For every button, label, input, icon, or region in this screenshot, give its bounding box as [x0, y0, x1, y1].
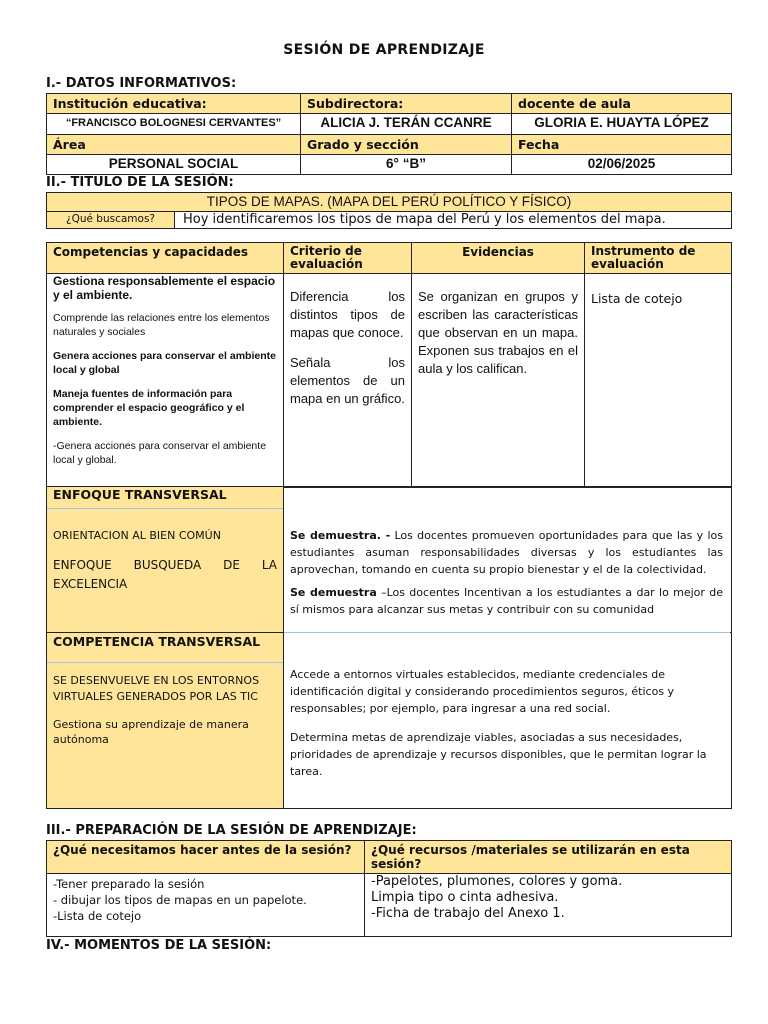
instrument-header: Instrumento de evaluación — [585, 243, 732, 274]
enfoque-desc-1-label: Se demuestra. - — [290, 529, 391, 542]
enfoque-desc-2-label: Se demuestra — [290, 586, 377, 599]
area-header: Área — [47, 135, 301, 155]
grade-header: Grado y sección — [301, 135, 512, 155]
evidence-header: Evidencias — [412, 243, 585, 274]
enfoque-item-1: ORIENTACION AL BIEN COMÚN — [53, 529, 221, 542]
subdirector-header: Subdirectora: — [301, 94, 512, 114]
enfoque-item-2: ENFOQUE BUSQUEDA DE LA EXCELENCIA — [53, 558, 277, 591]
before-item-3: -Lista de cotejo — [53, 909, 142, 923]
criterion-2: Señala los elementos de un mapa en un gráfico. — [290, 355, 405, 406]
competencies-header: Competencias y capacidades — [47, 243, 284, 274]
divider-line — [284, 632, 730, 633]
enfoque-desc-1: Los docentes promueven oportunidades para que las y los estudiantes asuman responsabilidades diversas y los estudiantes las aprovechan, tomando en cuenta su propio bienestar y el de la colectividad. — [290, 529, 723, 576]
subdirector-value: ALICIA J. TERÁN CCANRE — [301, 114, 512, 135]
competence-title: Gestiona responsablemente el espacio y el ambiente. — [53, 274, 276, 302]
session-title: TIPOS DE MAPAS. (MAPA DEL PERÚ POLÍTICO Y FÍSICO) — [47, 193, 732, 212]
resource-item-3: -Ficha de trabajo del Anexo 1. — [371, 906, 565, 921]
instrument-text: Lista de cotejo — [585, 274, 732, 488]
competencia-desc-2: Determina metas de aprendizaje viables, asociadas a sus necesidades, prioridades de aprendizaje y recursos disponibles, que le permitan lograr la tarea. — [290, 731, 707, 778]
criterion-1: Diferencia los distintos tipos de mapas que conoce. — [290, 289, 405, 340]
date-value: 02/06/2025 — [512, 155, 732, 175]
institution-value: “FRANCISCO BOLOGNESI CERVANTES” — [47, 114, 301, 135]
page-title: SESIÓN DE APRENDIZAJE — [283, 42, 485, 58]
question-label: ¿Qué buscamos? — [47, 212, 175, 229]
date-header: Fecha — [512, 135, 732, 155]
teacher-value: GLORIA E. HUAYTA LÓPEZ — [512, 114, 732, 135]
section-4-heading: IV.- MOMENTOS DE LA SESIÓN: — [46, 938, 272, 953]
informative-data-table — [46, 93, 732, 175]
transversal-table — [46, 486, 732, 809]
resources-header: ¿Qué recursos /materiales se utilizarán en esta sesión? — [365, 841, 732, 874]
competencia-item-2: Gestiona su aprendizaje de manera autónoma — [53, 718, 249, 746]
before-item-2: - dibujar los tipos de mapas en un papelote. — [53, 893, 307, 907]
criterion-header: Criterio de evaluación — [284, 243, 412, 274]
question-answer: Hoy identificaremos los tipos de mapa del Perú y los elementos del mapa. — [175, 212, 732, 229]
competencies-table — [46, 242, 732, 488]
enfoque-desc-2: –Los docentes Incentivan a los estudiantes a dar lo mejor de sí mismos para alcanzar sus metas y contribuir con su comunidad — [290, 586, 723, 616]
section-3-heading: III.- PREPARACIÓN DE LA SESIÓN DE APRENDIZAJE: — [46, 823, 417, 838]
grade-value: 6° “B” — [301, 155, 512, 175]
resource-item-1: -Papelotes, plumones, colores y goma. — [371, 874, 623, 889]
competencia-desc-1: Accede a entornos virtuales establecidos, mediante credenciales de identificación digital y considerando procedimientos seguros, éticos y responsables; por ejemplo, para ingresar a una red social. — [290, 668, 675, 715]
resource-item-2: Limpia tipo o cinta adhesiva. — [371, 890, 559, 905]
before-item-1: -Tener preparado la sesión — [53, 877, 205, 891]
before-session-header: ¿Qué necesitamos hacer antes de la sesión? — [47, 841, 365, 874]
area-value: PERSONAL SOCIAL — [47, 155, 301, 175]
competencia-transversal-heading: COMPETENCIA TRANSVERSAL — [47, 633, 283, 663]
preparation-table — [46, 840, 732, 937]
section-2-heading: II.- TITULO DE LA SESIÓN: — [46, 175, 234, 190]
capacity-2: Genera acciones para conservar el ambiente local y global — [53, 350, 276, 376]
teacher-header: docente de aula — [512, 94, 732, 114]
competencia-item-1: SE DESENVUELVE EN LOS ENTORNOS VIRTUALES GENERADOS POR LAS TIC — [53, 674, 260, 703]
capacity-3: Maneja fuentes de información para comprender el espacio geográfico y el ambiente. — [53, 388, 245, 428]
capacity-1: Comprende las relaciones entre los elementos naturales y sociales — [53, 312, 270, 338]
evidence-text: Se organizan en grupos y escriben las características que observan en un mapa. Exponen sus trabajos en el aula y los califican. — [412, 274, 585, 488]
capacity-4: -Genera acciones para conservar el ambiente local y global. — [53, 440, 267, 466]
session-title-table — [46, 192, 732, 229]
section-1-heading: I.- DATOS INFORMATIVOS: — [46, 76, 237, 91]
institution-header: Institución educativa: — [47, 94, 301, 114]
enfoque-heading: ENFOQUE TRANSVERSAL — [47, 487, 283, 509]
